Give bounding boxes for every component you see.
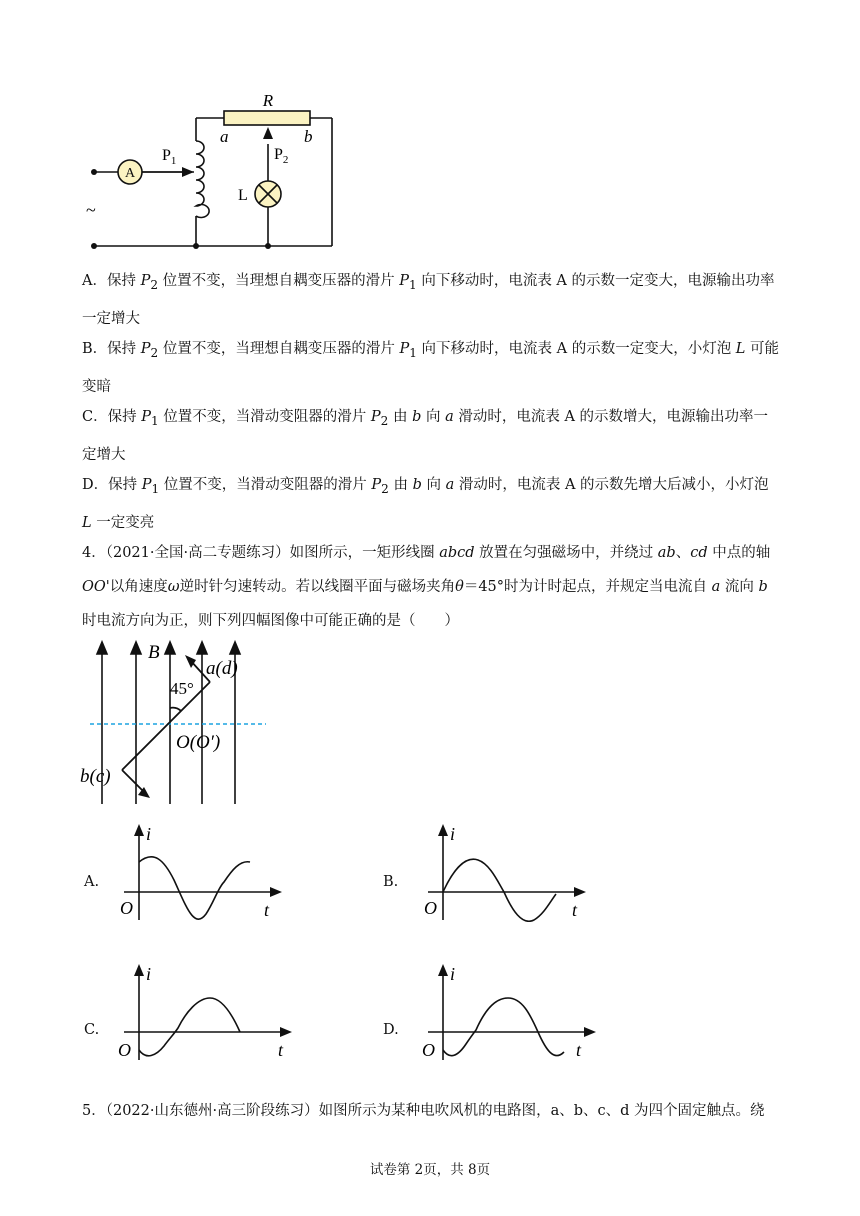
graph-A-origin: O [120, 898, 133, 918]
question-5-stem: 5．（2022·山东德州·高三阶段练习）如图所示为某种电吹风机的电路图，a、b、c、d 为四个固定触点。绕 [82, 1103, 765, 1119]
graph-C [114, 962, 294, 1062]
label-45-degree: 45° [170, 679, 194, 698]
label-a-d: a(d) [206, 658, 238, 679]
label-a: a [220, 127, 229, 146]
graph-B-axis-t: t [572, 900, 578, 920]
graph-B-option: B. [383, 874, 399, 890]
label-R: R [262, 91, 274, 110]
resistor [224, 111, 310, 125]
label-P2: $P_2$ [274, 146, 289, 166]
option-A-text: A．保持 $P_2$ 位置不变，当理想自耦变压器的滑片 $P_1$ 向下移动时，电流表 A 的示数一定变大，电源输出功率一定增大 [82, 273, 775, 327]
graph-B-axis-i: i [450, 824, 456, 844]
page-footer: 试卷第 2页，共 8页 [369, 1162, 491, 1178]
graph-D-origin: O [422, 1040, 435, 1060]
label-L: L [238, 187, 248, 204]
graph-A-axis-t: t [264, 900, 270, 920]
graph-D [418, 962, 598, 1062]
graph-C-axis-i: i [146, 964, 152, 984]
label-b-c: b(c) [80, 766, 111, 787]
label-O-Oprime: O(O′) [176, 732, 221, 753]
graph-D-axis-t: t [576, 1040, 582, 1060]
graph-A-axis-i: i [146, 824, 152, 844]
label-b: b [304, 127, 313, 146]
graph-C-option: C. [84, 1022, 100, 1038]
option-D-text: D．保持 $P_1$ 位置不变，当滑动变阻器的滑片 $P_2$ 由 b 向 a 滑动时，电流表 A 的示数先增大后减小，小灯泡 L 一定变亮 [82, 477, 769, 531]
graph-A-option: A. [84, 874, 100, 890]
option-B-text: B．保持 $P_2$ 位置不变，当理想自耦变压器的滑片 $P_1$ 向下移动时，电流表 A 的示数一定变大，小灯泡 L 可能变暗 [82, 341, 780, 395]
option-C-text: C．保持 $P_1$ 位置不变，当滑动变阻器的滑片 $P_2$ 由 b 向 a 滑动时，电流表 A 的示数增大，电源输出功率一定增大 [82, 409, 769, 463]
label-P1: $P_1$ [162, 147, 177, 167]
graph-D-axis-i: i [450, 964, 456, 984]
ammeter-label: A [124, 166, 136, 181]
graph-C-axis-t: t [278, 1040, 284, 1060]
question-4-stem: 4．（2021·全国·高二专题练习）如图所示，一矩形线圈 abcd 放置在匀强磁场中，并绕过 ab、cd 中点的轴 OO'以角速度ω逆时针匀速转动。若以线圈平面与磁场夹角θ＝45°时为计时起点，并规定当电流自 a 流向 b 时电流方向为正，则下列四幅图像中可能正确的是（ ） [82, 545, 771, 629]
graph-C-curve [139, 998, 240, 1056]
graph-B [418, 822, 588, 922]
graph-D-curve [443, 998, 564, 1056]
magnetic-field-figure [80, 638, 280, 808]
label-B: B [148, 642, 160, 663]
graph-D-option: D. [383, 1022, 399, 1038]
graph-C-origin: O [118, 1040, 131, 1060]
ac-source-symbol: ~ [86, 200, 96, 220]
graph-B-origin: O [424, 898, 437, 918]
circuit-diagram [84, 86, 344, 256]
graph-A-curve [139, 857, 250, 919]
graph-B-curve [443, 859, 556, 921]
graph-A [114, 822, 284, 922]
